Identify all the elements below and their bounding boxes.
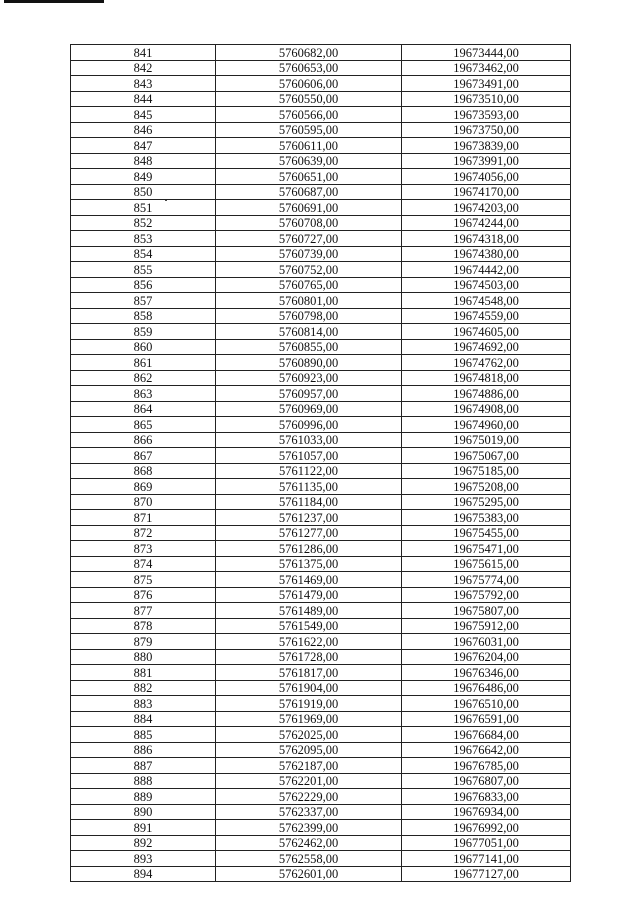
table-row — [71, 463, 571, 479]
y-coordinate-cell: 19676833,00 — [402, 789, 571, 805]
point-number-cell: 849 — [71, 169, 216, 185]
y-coordinate-cell: 19676510,00 — [402, 696, 571, 712]
y-coordinate-cell: 19673462,00 — [402, 60, 571, 76]
table-row — [71, 107, 571, 123]
point-number-cell: 873 — [71, 541, 216, 557]
table-row — [71, 448, 571, 464]
table-row — [71, 277, 571, 293]
y-coordinate-cell: 19674056,00 — [402, 169, 571, 185]
point-number-cell: 857 — [71, 293, 216, 309]
point-number-cell: 864 — [71, 401, 216, 417]
table-row — [71, 293, 571, 309]
point-number-cell: 880 — [71, 649, 216, 665]
table-row — [71, 572, 571, 588]
y-coordinate-cell: 19677127,00 — [402, 866, 571, 882]
y-coordinate-cell: 19674503,00 — [402, 277, 571, 293]
table-row — [71, 246, 571, 262]
point-number-cell: 846 — [71, 122, 216, 138]
x-coordinate-cell: 5760890,00 — [216, 355, 402, 371]
point-number-cell: 868 — [71, 463, 216, 479]
point-number-cell: 879 — [71, 634, 216, 650]
point-number-cell: 894 — [71, 866, 216, 882]
y-coordinate-cell: 19675185,00 — [402, 463, 571, 479]
table-row — [71, 215, 571, 231]
x-coordinate-cell: 5761237,00 — [216, 510, 402, 526]
y-coordinate-cell: 19675774,00 — [402, 572, 571, 588]
y-coordinate-cell: 19673491,00 — [402, 76, 571, 92]
x-coordinate-cell: 5760653,00 — [216, 60, 402, 76]
y-coordinate-cell: 19673444,00 — [402, 45, 571, 61]
x-coordinate-cell: 5760727,00 — [216, 231, 402, 247]
point-number-cell: 852 — [71, 215, 216, 231]
x-coordinate-cell: 5760996,00 — [216, 417, 402, 433]
table-row — [71, 727, 571, 743]
x-coordinate-cell: 5761479,00 — [216, 587, 402, 603]
y-coordinate-cell: 19675019,00 — [402, 432, 571, 448]
x-coordinate-cell: 5760752,00 — [216, 262, 402, 278]
table-row — [71, 417, 571, 433]
y-coordinate-cell: 19675067,00 — [402, 448, 571, 464]
point-number-cell: 893 — [71, 851, 216, 867]
x-coordinate-cell: 5760814,00 — [216, 324, 402, 340]
table-row — [71, 231, 571, 247]
table-row — [71, 324, 571, 340]
table-row — [71, 789, 571, 805]
x-coordinate-cell: 5762025,00 — [216, 727, 402, 743]
table-row — [71, 758, 571, 774]
x-coordinate-cell: 5760639,00 — [216, 153, 402, 169]
x-coordinate-cell: 5761033,00 — [216, 432, 402, 448]
x-coordinate-cell: 5762201,00 — [216, 773, 402, 789]
table-row — [71, 525, 571, 541]
y-coordinate-cell: 19674380,00 — [402, 246, 571, 262]
y-coordinate-cell: 19676684,00 — [402, 727, 571, 743]
point-number-cell: 875 — [71, 572, 216, 588]
y-coordinate-cell: 19675208,00 — [402, 479, 571, 495]
x-coordinate-cell: 5761122,00 — [216, 463, 402, 479]
point-number-cell: 841 — [71, 45, 216, 61]
point-number-cell: 874 — [71, 556, 216, 572]
y-coordinate-cell: 19673510,00 — [402, 91, 571, 107]
point-number-cell: 867 — [71, 448, 216, 464]
table-row — [71, 386, 571, 402]
point-number-cell: 883 — [71, 696, 216, 712]
x-coordinate-cell: 5760765,00 — [216, 277, 402, 293]
y-coordinate-cell: 19674318,00 — [402, 231, 571, 247]
table-row — [71, 680, 571, 696]
y-coordinate-cell: 19677141,00 — [402, 851, 571, 867]
table-row — [71, 122, 571, 138]
y-coordinate-cell: 19673593,00 — [402, 107, 571, 123]
point-number-cell: 859 — [71, 324, 216, 340]
table-row — [71, 649, 571, 665]
point-number-cell: 854 — [71, 246, 216, 262]
x-coordinate-cell: 5761904,00 — [216, 680, 402, 696]
table-row — [71, 541, 571, 557]
x-coordinate-cell: 5760798,00 — [216, 308, 402, 324]
y-coordinate-cell: 19677051,00 — [402, 835, 571, 851]
table-row — [71, 835, 571, 851]
point-number-cell: 842 — [71, 60, 216, 76]
table-row — [71, 370, 571, 386]
point-number-cell: 865 — [71, 417, 216, 433]
y-coordinate-cell: 19673991,00 — [402, 153, 571, 169]
x-coordinate-cell: 5762462,00 — [216, 835, 402, 851]
y-coordinate-cell: 19674886,00 — [402, 386, 571, 402]
point-number-cell: 847 — [71, 138, 216, 154]
table-row — [71, 184, 571, 200]
table-row — [71, 479, 571, 495]
table-row — [71, 355, 571, 371]
point-number-cell: 870 — [71, 494, 216, 510]
x-coordinate-cell: 5760969,00 — [216, 401, 402, 417]
y-coordinate-cell: 19675912,00 — [402, 618, 571, 634]
x-coordinate-cell: 5761919,00 — [216, 696, 402, 712]
y-coordinate-cell: 19675471,00 — [402, 541, 571, 557]
x-coordinate-cell: 5760855,00 — [216, 339, 402, 355]
point-number-cell: 869 — [71, 479, 216, 495]
y-coordinate-cell: 19676934,00 — [402, 804, 571, 820]
table-row — [71, 587, 571, 603]
table-row — [71, 432, 571, 448]
point-number-cell: 888 — [71, 773, 216, 789]
table-row — [71, 200, 571, 216]
point-number-cell: 878 — [71, 618, 216, 634]
point-number-cell: 844 — [71, 91, 216, 107]
y-coordinate-cell: 19674762,00 — [402, 355, 571, 371]
y-coordinate-cell: 19676785,00 — [402, 758, 571, 774]
table-row — [71, 804, 571, 820]
y-coordinate-cell: 19676031,00 — [402, 634, 571, 650]
y-coordinate-cell: 19674908,00 — [402, 401, 571, 417]
table-row — [71, 742, 571, 758]
point-number-cell: 863 — [71, 386, 216, 402]
point-number-cell: 851 — [71, 200, 216, 216]
table-row — [71, 866, 571, 882]
x-coordinate-cell: 5761549,00 — [216, 618, 402, 634]
y-coordinate-cell: 19673839,00 — [402, 138, 571, 154]
y-coordinate-cell: 19674244,00 — [402, 215, 571, 231]
x-coordinate-cell: 5760651,00 — [216, 169, 402, 185]
point-number-cell: 877 — [71, 603, 216, 619]
y-coordinate-cell: 19676992,00 — [402, 820, 571, 836]
table-row — [71, 91, 571, 107]
x-coordinate-cell: 5761135,00 — [216, 479, 402, 495]
coordinates-table — [70, 44, 571, 882]
x-coordinate-cell: 5760739,00 — [216, 246, 402, 262]
y-coordinate-cell: 19674203,00 — [402, 200, 571, 216]
x-coordinate-cell: 5762337,00 — [216, 804, 402, 820]
y-coordinate-cell: 19676807,00 — [402, 773, 571, 789]
y-coordinate-cell: 19674692,00 — [402, 339, 571, 355]
point-number-cell: 843 — [71, 76, 216, 92]
x-coordinate-cell: 5760550,00 — [216, 91, 402, 107]
y-coordinate-cell: 19674548,00 — [402, 293, 571, 309]
x-coordinate-cell: 5760595,00 — [216, 122, 402, 138]
y-coordinate-cell: 19674960,00 — [402, 417, 571, 433]
point-number-cell: 845 — [71, 107, 216, 123]
y-coordinate-cell: 19676591,00 — [402, 711, 571, 727]
y-coordinate-cell: 19675807,00 — [402, 603, 571, 619]
table-row — [71, 153, 571, 169]
point-number-cell: 856 — [71, 277, 216, 293]
coordinates-table-body — [71, 45, 571, 882]
table-row — [71, 556, 571, 572]
x-coordinate-cell: 5760606,00 — [216, 76, 402, 92]
x-coordinate-cell: 5761969,00 — [216, 711, 402, 727]
x-coordinate-cell: 5761277,00 — [216, 525, 402, 541]
y-coordinate-cell: 19674605,00 — [402, 324, 571, 340]
y-coordinate-cell: 19675615,00 — [402, 556, 571, 572]
point-number-cell: 889 — [71, 789, 216, 805]
x-coordinate-cell: 5760682,00 — [216, 45, 402, 61]
y-coordinate-cell: 19675792,00 — [402, 587, 571, 603]
x-coordinate-cell: 5761489,00 — [216, 603, 402, 619]
x-coordinate-cell: 5761286,00 — [216, 541, 402, 557]
table-row — [71, 618, 571, 634]
point-number-cell: 882 — [71, 680, 216, 696]
point-number-cell: 871 — [71, 510, 216, 526]
x-coordinate-cell: 5760687,00 — [216, 184, 402, 200]
table-row — [71, 820, 571, 836]
x-coordinate-cell: 5762095,00 — [216, 742, 402, 758]
y-coordinate-cell: 19675383,00 — [402, 510, 571, 526]
x-coordinate-cell: 5761817,00 — [216, 665, 402, 681]
x-coordinate-cell: 5762229,00 — [216, 789, 402, 805]
point-number-cell: 872 — [71, 525, 216, 541]
table-row — [71, 308, 571, 324]
table-row — [71, 169, 571, 185]
y-coordinate-cell: 19674170,00 — [402, 184, 571, 200]
y-coordinate-cell: 19674442,00 — [402, 262, 571, 278]
table-row — [71, 510, 571, 526]
y-coordinate-cell: 19675295,00 — [402, 494, 571, 510]
x-coordinate-cell: 5762399,00 — [216, 820, 402, 836]
point-number-cell: 860 — [71, 339, 216, 355]
y-coordinate-cell: 19676346,00 — [402, 665, 571, 681]
x-coordinate-cell: 5761184,00 — [216, 494, 402, 510]
point-number-cell: 876 — [71, 587, 216, 603]
table-row — [71, 401, 571, 417]
x-coordinate-cell: 5760957,00 — [216, 386, 402, 402]
point-number-cell: 890 — [71, 804, 216, 820]
table-row — [71, 60, 571, 76]
header-rule — [4, 0, 104, 3]
point-number-cell: 881 — [71, 665, 216, 681]
x-coordinate-cell: 5760611,00 — [216, 138, 402, 154]
x-coordinate-cell: 5762601,00 — [216, 866, 402, 882]
table-row — [71, 76, 571, 92]
table-row — [71, 339, 571, 355]
table-row — [71, 45, 571, 61]
point-number-cell: 861 — [71, 355, 216, 371]
y-coordinate-cell: 19674818,00 — [402, 370, 571, 386]
y-coordinate-cell: 19675455,00 — [402, 525, 571, 541]
x-coordinate-cell: 5760566,00 — [216, 107, 402, 123]
point-number-cell: 891 — [71, 820, 216, 836]
x-coordinate-cell: 5760708,00 — [216, 215, 402, 231]
y-coordinate-cell: 19676486,00 — [402, 680, 571, 696]
point-number-cell: 853 — [71, 231, 216, 247]
table-row — [71, 603, 571, 619]
table-row — [71, 138, 571, 154]
point-number-cell: 858 — [71, 308, 216, 324]
x-coordinate-cell: 5761057,00 — [216, 448, 402, 464]
x-coordinate-cell: 5762187,00 — [216, 758, 402, 774]
table-row — [71, 665, 571, 681]
x-coordinate-cell: 5760923,00 — [216, 370, 402, 386]
point-number-cell: 862 — [71, 370, 216, 386]
x-coordinate-cell: 5762558,00 — [216, 851, 402, 867]
x-coordinate-cell: 5761469,00 — [216, 572, 402, 588]
point-number-cell: 850 — [71, 184, 216, 200]
table-row — [71, 696, 571, 712]
y-coordinate-cell: 19676642,00 — [402, 742, 571, 758]
x-coordinate-cell: 5760691,00 — [216, 200, 402, 216]
x-coordinate-cell: 5761622,00 — [216, 634, 402, 650]
point-number-cell: 848 — [71, 153, 216, 169]
x-coordinate-cell: 5760801,00 — [216, 293, 402, 309]
table-row — [71, 773, 571, 789]
point-number-cell: 892 — [71, 835, 216, 851]
table-row — [71, 262, 571, 278]
x-coordinate-cell: 5761375,00 — [216, 556, 402, 572]
point-number-cell: 884 — [71, 711, 216, 727]
point-number-cell: 855 — [71, 262, 216, 278]
table-row — [71, 711, 571, 727]
y-coordinate-cell: 19674559,00 — [402, 308, 571, 324]
point-number-cell: 887 — [71, 758, 216, 774]
y-coordinate-cell: 19676204,00 — [402, 649, 571, 665]
table-row — [71, 851, 571, 867]
x-coordinate-cell: 5761728,00 — [216, 649, 402, 665]
point-number-cell: 885 — [71, 727, 216, 743]
table-row — [71, 634, 571, 650]
table-row — [71, 494, 571, 510]
point-number-cell: 886 — [71, 742, 216, 758]
y-coordinate-cell: 19673750,00 — [402, 122, 571, 138]
point-number-cell: 866 — [71, 432, 216, 448]
